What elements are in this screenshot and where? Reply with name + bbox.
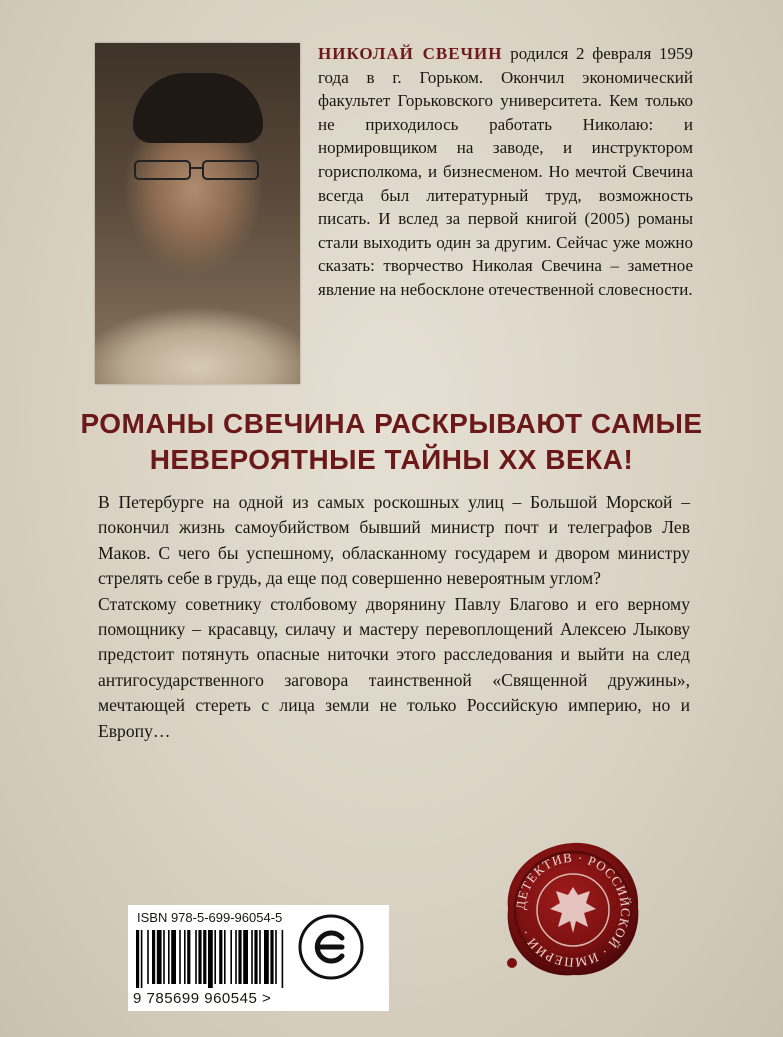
barcode-bar <box>224 930 226 984</box>
headline-line-2: НЕВЕРОЯТНЫЕ ТАЙНЫ XX ВЕКА! <box>149 444 634 475</box>
barcode-bar <box>163 930 165 984</box>
barcode-bar <box>264 930 269 984</box>
book-blurb <box>98 490 690 744</box>
barcode-bar <box>219 930 222 984</box>
barcode-bar <box>275 930 277 984</box>
author-photo-hair <box>133 73 263 143</box>
barcode-bar <box>243 930 248 984</box>
barcode-bar <box>270 930 273 984</box>
barcode-digits: 9 785699 960545 > <box>133 990 272 1007</box>
barcode-bar <box>187 930 190 984</box>
barcode-bar <box>254 930 257 984</box>
barcode-bar <box>214 930 216 984</box>
barcode-bar <box>152 930 155 984</box>
author-bio-text: родился 2 февраля 1959 года в г. Горьком. Окончил экономический факультет Горьковского университета. Кем только не приходилось работать Николаю: и нормировщиком на заводе, и инструктором горисполкома, и бизнесменом. Но мечтой Свечина всегда был литературный труд, возможность писать. И вслед за первой книгой (2005) романы стали выходить один за другим. Сейчас уже можно сказать: творчество Николая Свечина – заметное явление на небосклоне отечественной словесности. <box>318 44 693 299</box>
barcode-bar <box>171 930 176 984</box>
eksmo-logo-icon <box>298 914 364 980</box>
barcode-bar <box>198 930 201 984</box>
barcode-bar <box>259 930 261 984</box>
barcode-bar <box>203 930 206 984</box>
barcode-bar <box>179 930 181 984</box>
blurb-paragraph-2: Статскому советнику столбовому дворянину Павлу Благово и его верному помощнику – красавцу, силачу и мастеру перевоплощений Алексею Лыкову предстоит потянуть опасные ниточки этого расследования и выйти на след антигосударственного заговора таинственной «Священной дружины», мечтающей стереть с лица земли не только Российскую империю, но и Европу… <box>98 593 690 741</box>
barcode-bar <box>282 930 284 988</box>
headline-line-1: РОМАНЫ СВЕЧИНА РАСКРЫВАЮТ САМЫЕ <box>80 408 703 439</box>
author-bio <box>318 42 693 302</box>
author-photo-glasses <box>133 158 268 182</box>
isbn-label: ISBN 978-5-699-96054-5 <box>137 910 283 925</box>
headline <box>40 406 743 478</box>
barcode-bar <box>184 930 186 984</box>
wax-seal-eagle-icon <box>498 835 648 985</box>
barcode-bar <box>251 930 253 984</box>
blurb-paragraph-1: В Петербурге на одной из самых роскошных улиц – Большой Морской – покончил жизнь самоубийством бывший министр почт и телеграфов Лев Маков. С чего бы успешному, обласканному государем и двором министру стрелять себе в грудь, да еще под совершенно невероятным углом? <box>98 492 690 589</box>
barcode-bar <box>195 930 197 984</box>
barcode-bar <box>157 930 162 984</box>
barcode-bar <box>141 930 143 988</box>
author-photo <box>95 43 300 384</box>
barcode-bar <box>147 930 149 984</box>
barcode-bar <box>168 930 170 984</box>
barcode-bar <box>230 930 232 984</box>
barcode-bar <box>136 930 139 988</box>
author-name: НИКОЛАЙ СВЕЧИН <box>318 44 503 63</box>
seal-text: ДЕТЕКТИВ · РОССИЙСКОЙ · ИМПЕРИИ · <box>512 849 634 971</box>
barcode-bar <box>238 930 241 984</box>
barcode-bar <box>208 930 213 988</box>
barcode-bar <box>235 930 237 984</box>
